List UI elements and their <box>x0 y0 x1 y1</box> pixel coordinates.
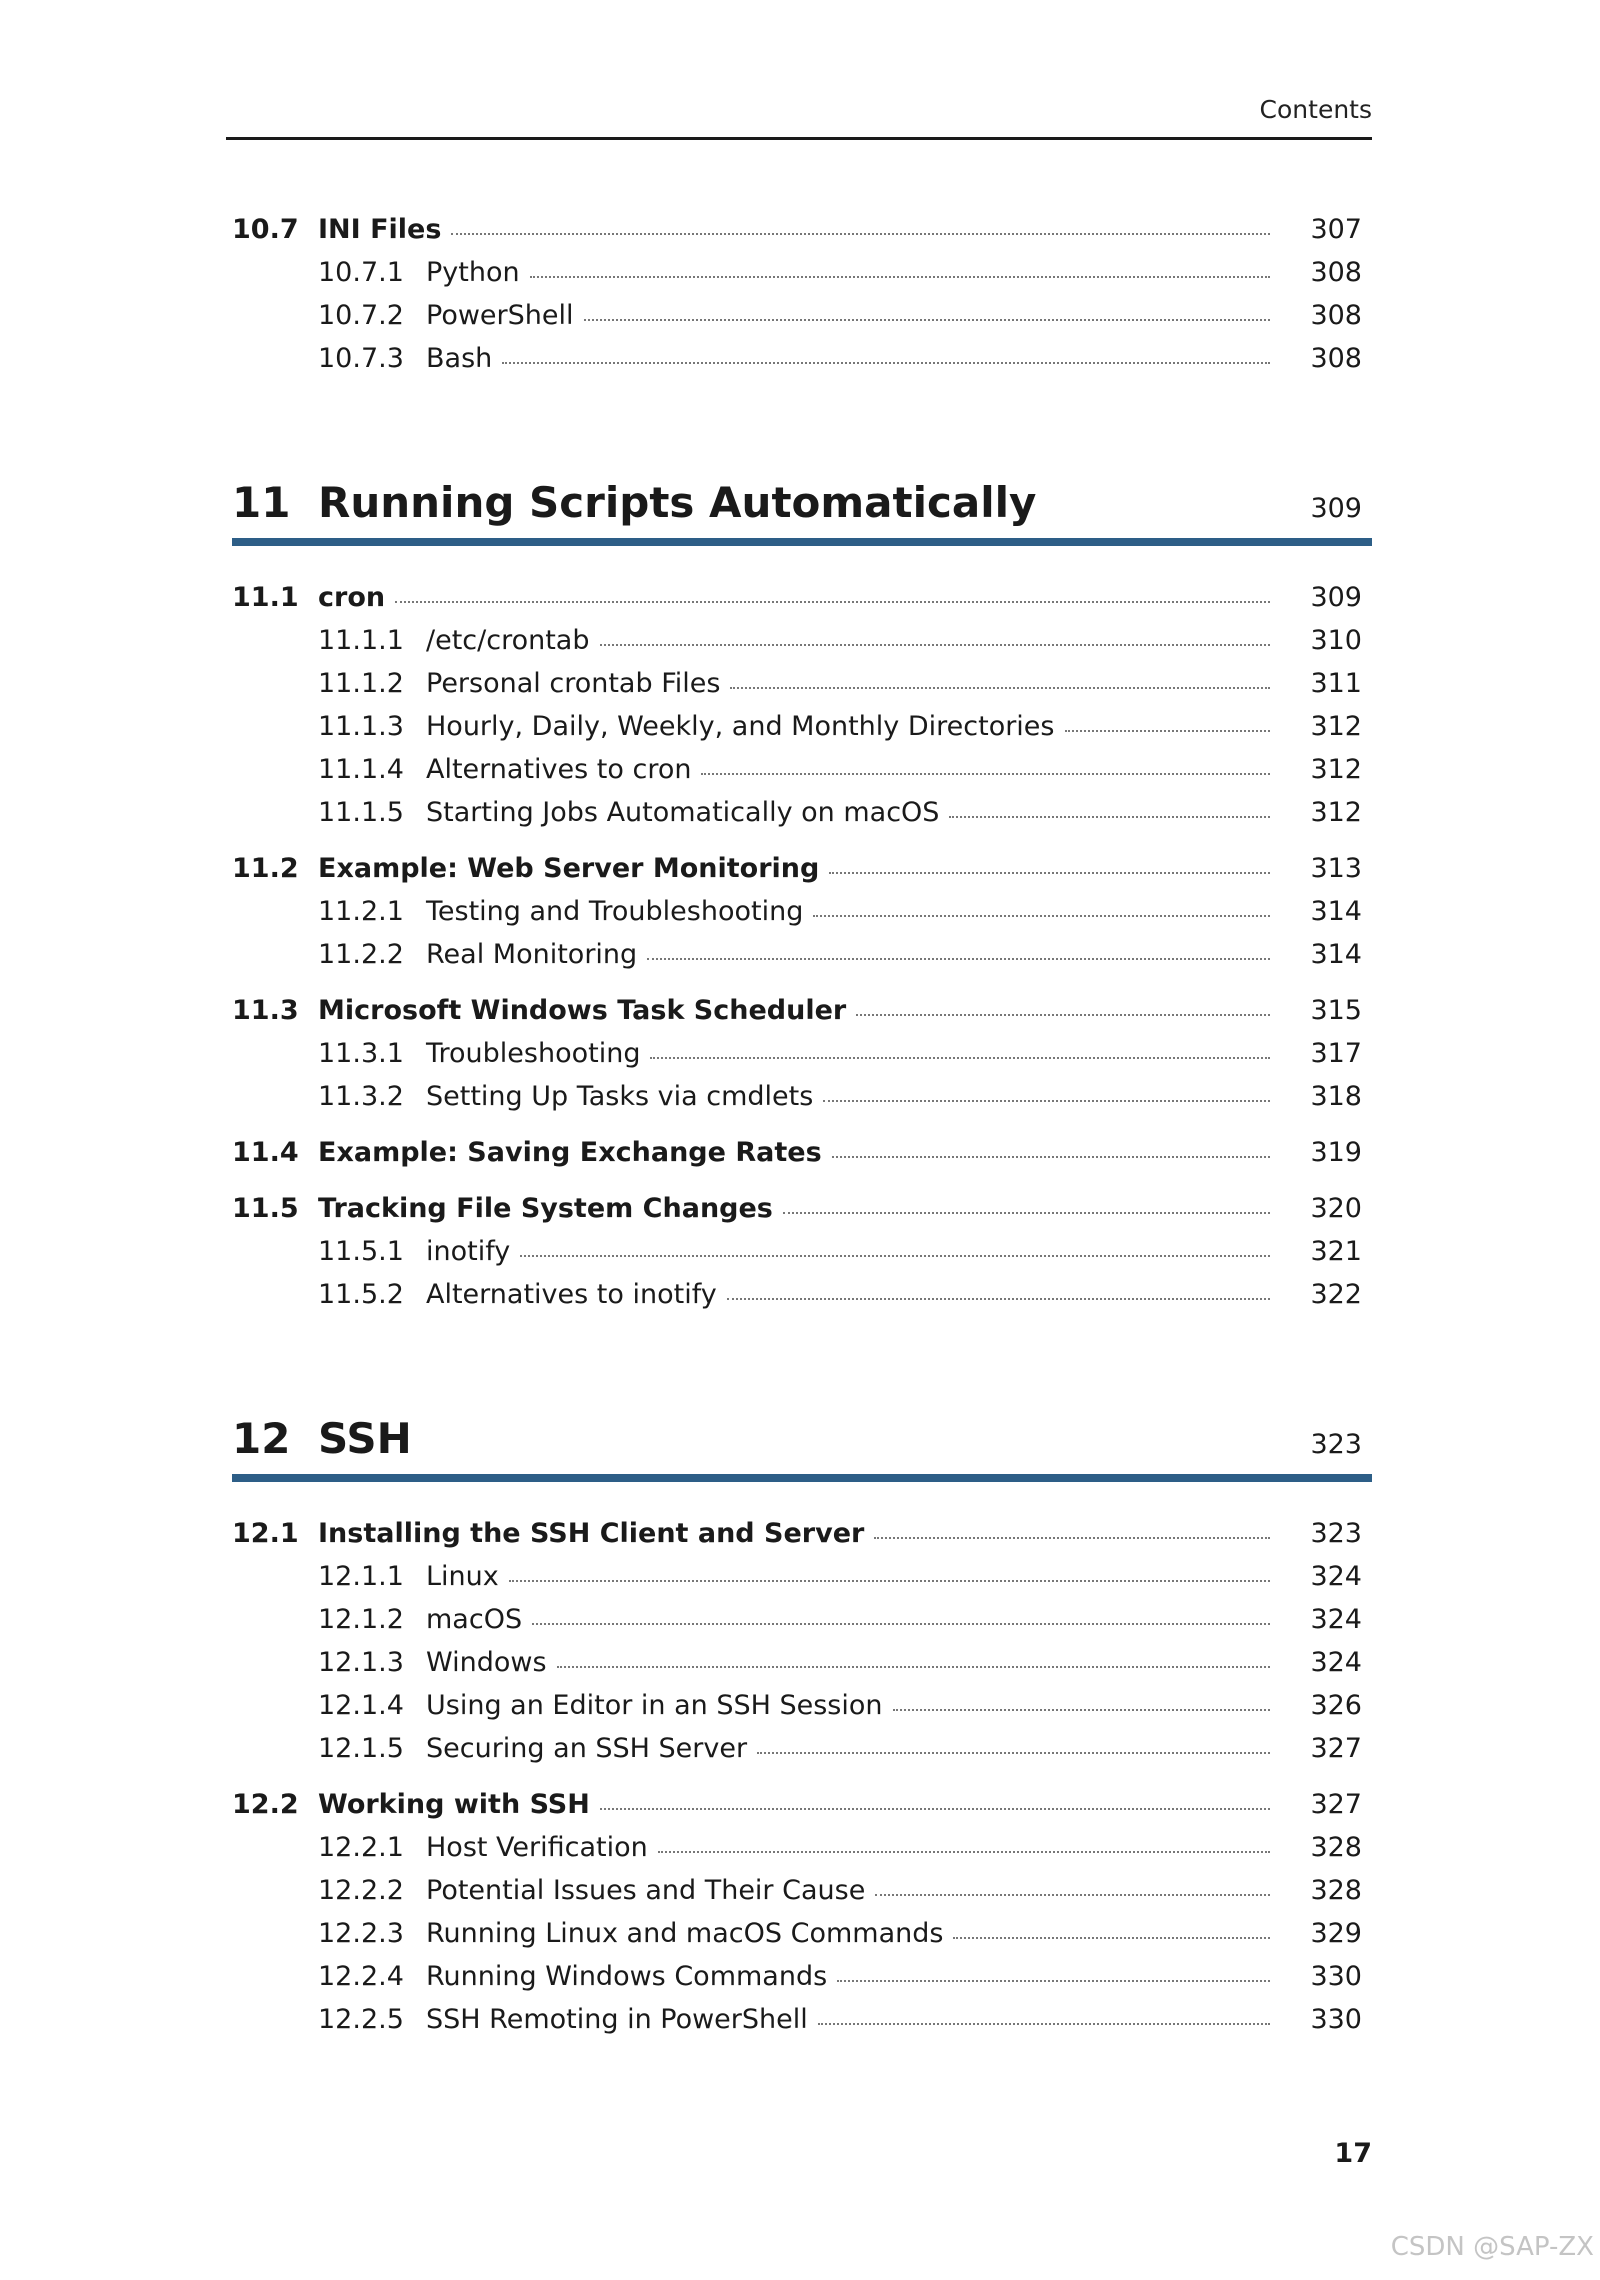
toc-section-entry[interactable] <box>232 1512 1372 1555</box>
dot-leader <box>875 1894 1270 1896</box>
dot-leader <box>829 872 1270 874</box>
subsection-title: Testing and Troubleshooting <box>426 896 804 927</box>
section-title: cron <box>318 582 386 613</box>
running-header <box>226 90 1372 140</box>
dot-leader <box>837 1980 1270 1982</box>
subsection-title: Real Monitoring <box>426 939 638 970</box>
chapter-title: SSH <box>318 1414 412 1463</box>
dot-leader <box>856 1014 1270 1016</box>
toc-subsection-entry[interactable] <box>232 933 1372 976</box>
subsection-title: Host Verification <box>426 1832 648 1863</box>
subsection-number: 12.2.4 <box>318 1961 404 1992</box>
page-number: 327 <box>1310 1789 1362 1820</box>
page-number: 318 <box>1310 1081 1362 1112</box>
page-number: 330 <box>1310 1961 1362 1992</box>
subsection-title: Securing an SSH Server <box>426 1733 748 1764</box>
dot-leader <box>509 1580 1270 1582</box>
page-number: 328 <box>1310 1875 1362 1906</box>
page-number: 307 <box>1310 214 1362 245</box>
watermark-text: CSDN @SAP-ZX <box>1390 2232 1594 2262</box>
section-title: Example: Web Server Monitoring <box>318 853 820 884</box>
subsection-number: 12.1.1 <box>318 1561 404 1592</box>
dot-leader <box>818 2023 1270 2025</box>
toc-subsection-entry[interactable] <box>232 662 1372 705</box>
subsection-number: 11.1.3 <box>318 711 404 742</box>
toc-subsection-entry[interactable] <box>232 1555 1372 1598</box>
dot-leader <box>650 1057 1270 1059</box>
dot-leader <box>532 1623 1270 1625</box>
page-number: 317 <box>1310 1038 1362 1069</box>
subsection-number: 11.1.2 <box>318 668 404 699</box>
subsection-number: 12.2.5 <box>318 2004 404 2035</box>
subsection-number: 11.1.4 <box>318 754 404 785</box>
subsection-number: 11.1.1 <box>318 625 404 656</box>
page-number: 322 <box>1310 1279 1362 1310</box>
dot-leader <box>757 1752 1270 1754</box>
dot-leader <box>395 601 1270 603</box>
subsection-title: Potential Issues and Their Cause <box>426 1875 866 1906</box>
toc-subsection-entry[interactable] <box>232 791 1372 834</box>
page-number: 312 <box>1310 711 1362 742</box>
subsection-title: Using an Editor in an SSH Session <box>426 1690 883 1721</box>
dot-leader <box>451 233 1270 235</box>
subsection-number: 11.1.5 <box>318 797 404 828</box>
subsection-number: 11.3.2 <box>318 1081 404 1112</box>
page-number: 312 <box>1310 754 1362 785</box>
subsection-title: Bash <box>426 343 493 374</box>
section-title: Example: Saving Exchange Rates <box>318 1137 822 1168</box>
toc-subsection-entry[interactable] <box>232 1230 1372 1273</box>
chapter-page-number: 323 <box>1310 1429 1362 1460</box>
dot-leader <box>502 362 1270 364</box>
toc-subsection-entry[interactable] <box>232 1684 1372 1727</box>
toc-subsection-entry[interactable] <box>232 619 1372 662</box>
dot-leader <box>893 1709 1270 1711</box>
toc-subsection-entry[interactable] <box>232 1598 1372 1641</box>
page-number: 326 <box>1310 1690 1362 1721</box>
subsection-number: 12.1.2 <box>318 1604 404 1635</box>
subsection-number: 12.2.3 <box>318 1918 404 1949</box>
toc-subsection-entry[interactable] <box>232 1826 1372 1869</box>
section-number: 12.1 <box>232 1518 299 1549</box>
toc-subsection-entry[interactable] <box>232 890 1372 933</box>
chapter-heading-11[interactable] <box>232 476 1372 546</box>
subsection-title: Running Windows Commands <box>426 1961 828 1992</box>
dot-leader <box>730 687 1270 689</box>
dot-leader <box>1065 730 1271 732</box>
subsection-title: Windows <box>426 1647 547 1678</box>
page-number: 330 <box>1310 2004 1362 2035</box>
page-number: 323 <box>1310 1518 1362 1549</box>
toc-subsection-entry[interactable] <box>232 1032 1372 1075</box>
subsection-number: 12.2.1 <box>318 1832 404 1863</box>
subsection-number: 11.2.2 <box>318 939 404 970</box>
toc-subsection-entry[interactable] <box>232 1727 1372 1770</box>
dot-leader <box>949 816 1270 818</box>
subsection-number: 11.5.1 <box>318 1236 404 1267</box>
subsection-title: Personal crontab Files <box>426 668 721 699</box>
toc-section-entry[interactable] <box>232 208 1372 251</box>
toc-body <box>232 208 1372 2041</box>
page-folio: 17 <box>1334 2138 1372 2169</box>
chapter-title: Running Scripts Automatically <box>318 478 1037 527</box>
chapter-page-number: 309 <box>1310 493 1362 524</box>
page-number: 320 <box>1310 1193 1362 1224</box>
page-number: 308 <box>1310 257 1362 288</box>
subsection-title: /etc/crontab <box>426 625 590 656</box>
subsection-title: Troubleshooting <box>426 1038 641 1069</box>
dot-leader <box>874 1537 1270 1539</box>
subsection-title: Hourly, Daily, Weekly, and Monthly Directories <box>426 711 1055 742</box>
toc-section-entry[interactable] <box>232 1783 1372 1826</box>
subsection-title: macOS <box>426 1604 523 1635</box>
dot-leader <box>783 1212 1270 1214</box>
subsection-title: Starting Jobs Automatically on macOS <box>426 797 940 828</box>
dot-leader <box>557 1666 1270 1668</box>
subsection-number: 12.1.5 <box>318 1733 404 1764</box>
page-number: 324 <box>1310 1561 1362 1592</box>
toc-subsection-entry[interactable] <box>232 1955 1372 1998</box>
section-title: Microsoft Windows Task Scheduler <box>318 995 847 1026</box>
subsection-title: Running Linux and macOS Commands <box>426 1918 944 1949</box>
subsection-number: 10.7.2 <box>318 300 404 331</box>
toc-subsection-entry[interactable] <box>232 1075 1372 1118</box>
dot-leader <box>727 1298 1270 1300</box>
page-number: 312 <box>1310 797 1362 828</box>
subsection-title: Setting Up Tasks via cmdlets <box>426 1081 814 1112</box>
subsection-number: 10.7.1 <box>318 257 404 288</box>
subsection-title: Linux <box>426 1561 499 1592</box>
running-header-title: Contents <box>1259 95 1372 124</box>
subsection-number: 12.1.4 <box>318 1690 404 1721</box>
dot-leader <box>647 958 1270 960</box>
section-title: Installing the SSH Client and Server <box>318 1518 865 1549</box>
dot-leader <box>600 1808 1270 1810</box>
page-number: 310 <box>1310 625 1362 656</box>
dot-leader <box>658 1851 1270 1853</box>
chapter-number: 11 <box>232 478 291 527</box>
page-number: 324 <box>1310 1647 1362 1678</box>
subsection-number: 11.5.2 <box>318 1279 404 1310</box>
dot-leader <box>584 319 1271 321</box>
dot-leader <box>832 1156 1270 1158</box>
toc-subsection-entry[interactable] <box>232 1912 1372 1955</box>
dot-leader <box>520 1255 1270 1257</box>
page-number: 321 <box>1310 1236 1362 1267</box>
dot-leader <box>600 644 1271 646</box>
section-number: 11.2 <box>232 853 299 884</box>
page-number: 311 <box>1310 668 1362 699</box>
subsection-number: 11.2.1 <box>318 896 404 927</box>
section-title: Tracking File System Changes <box>318 1193 773 1224</box>
chapter-number: 12 <box>232 1414 291 1463</box>
section-number: 12.2 <box>232 1789 299 1820</box>
section-number: 11.1 <box>232 582 299 613</box>
page-number: 309 <box>1310 582 1362 613</box>
chapter-heading-12[interactable] <box>232 1412 1372 1482</box>
subsection-title: Alternatives to inotify <box>426 1279 717 1310</box>
page-number: 314 <box>1310 939 1362 970</box>
dot-leader <box>530 276 1270 278</box>
dot-leader <box>953 1937 1270 1939</box>
page-number: 324 <box>1310 1604 1362 1635</box>
page-number: 329 <box>1310 1918 1362 1949</box>
toc-subsection-entry[interactable] <box>232 1998 1372 2041</box>
toc-section-entry[interactable] <box>232 989 1372 1032</box>
subsection-title: inotify <box>426 1236 511 1267</box>
page-number: 313 <box>1310 853 1362 884</box>
section-title: INI Files <box>318 214 442 245</box>
dot-leader <box>823 1100 1270 1102</box>
dot-leader <box>813 915 1270 917</box>
page-number: 328 <box>1310 1832 1362 1863</box>
subsection-number: 12.1.3 <box>318 1647 404 1678</box>
toc-subsection-entry[interactable] <box>232 251 1372 294</box>
toc-section-entry[interactable] <box>232 1187 1372 1230</box>
toc-subsection-entry[interactable] <box>232 1273 1372 1316</box>
toc-section-entry[interactable] <box>232 1131 1372 1174</box>
section-number: 10.7 <box>232 214 299 245</box>
subsection-number: 12.2.2 <box>318 1875 404 1906</box>
toc-subsection-entry[interactable] <box>232 1641 1372 1684</box>
page-number: 308 <box>1310 300 1362 331</box>
toc-section-entry[interactable] <box>232 576 1372 619</box>
toc-subsection-entry[interactable] <box>232 1869 1372 1912</box>
section-title: Working with SSH <box>318 1789 590 1820</box>
section-number: 11.5 <box>232 1193 299 1224</box>
section-number: 11.3 <box>232 995 299 1026</box>
page-number: 308 <box>1310 343 1362 374</box>
toc-subsection-entry[interactable] <box>232 337 1372 380</box>
section-number: 11.4 <box>232 1137 299 1168</box>
page-number: 314 <box>1310 896 1362 927</box>
page-number: 319 <box>1310 1137 1362 1168</box>
subsection-title: Python <box>426 257 520 288</box>
dot-leader <box>701 773 1270 775</box>
subsection-number: 11.3.1 <box>318 1038 404 1069</box>
subsection-title: SSH Remoting in PowerShell <box>426 2004 808 2035</box>
page-number: 327 <box>1310 1733 1362 1764</box>
toc-subsection-entry[interactable] <box>232 294 1372 337</box>
page-number: 315 <box>1310 995 1362 1026</box>
subsection-number: 10.7.3 <box>318 343 404 374</box>
toc-section-entry[interactable] <box>232 847 1372 890</box>
subsection-title: PowerShell <box>426 300 574 331</box>
subsection-title: Alternatives to cron <box>426 754 692 785</box>
toc-subsection-entry[interactable] <box>232 748 1372 791</box>
toc-subsection-entry[interactable] <box>232 705 1372 748</box>
